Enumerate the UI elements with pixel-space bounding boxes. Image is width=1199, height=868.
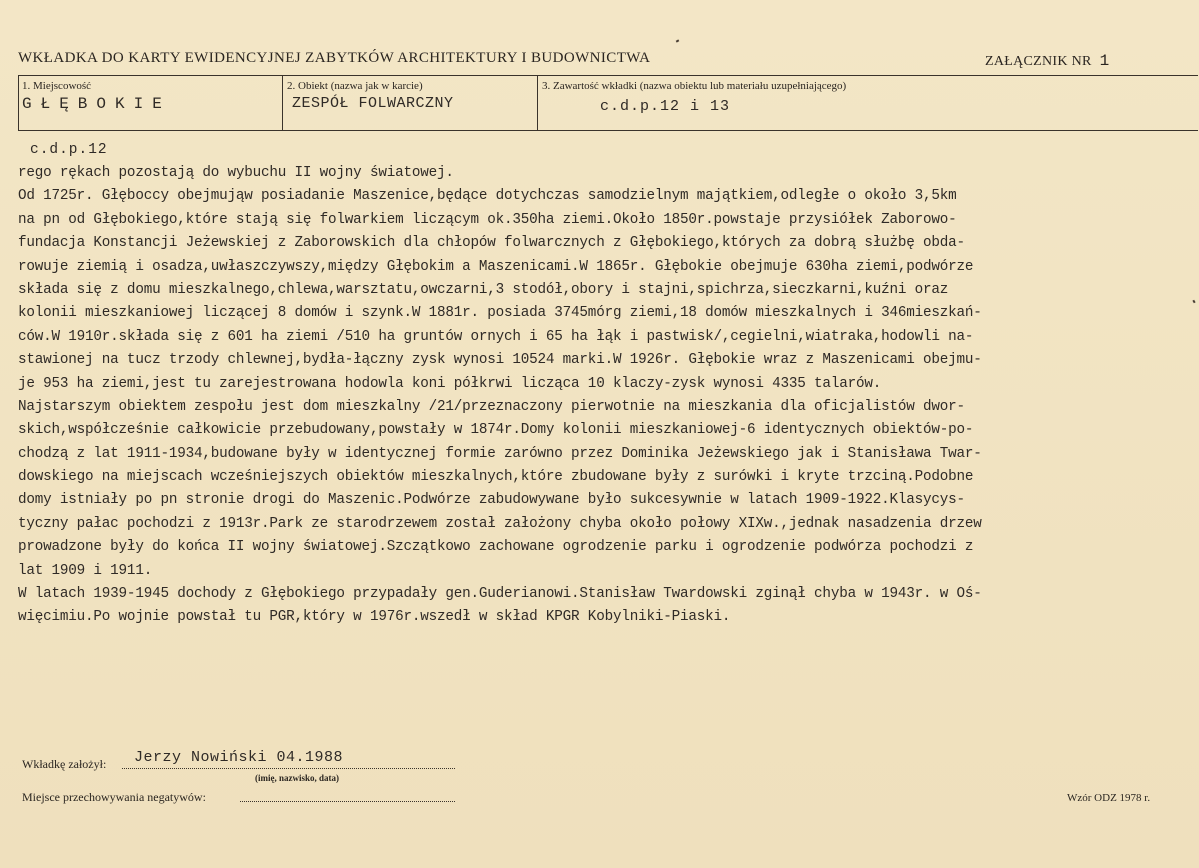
text-line: prowadzone były do końca II wojny światowej.Szczątkowo zachowane ogrodzenie parku i ogrodzenie podwórza pochodzi z [18,539,974,556]
negatives-dotted-line [240,801,455,802]
text-line: więcimiu.Po wojnie powstał tu PGR,który w 1976r.wszedł w skład KPGR Kobylniki-Piaski. [18,609,731,626]
header-rule-bottom [18,130,1198,131]
text-line: rego rękach pozostają do wybuchu II wojny światowej. [18,165,454,181]
author-value: Jerzy Nowiński 04.1988 [134,749,344,766]
text-line: fundacja Konstancji Jeżewskiej z Zaborowskich dla chłopów folwarcznych z Głębokiego,których za dobrą służbę obda- [18,235,965,252]
annex-number: 1 [1099,52,1110,70]
text-line: kolonii mieszkaniowej liczącej 8 domów i szynk.W 1881r. posiada 3745mórg ziemi,18 domów mieszkalnych i 346mieszkań- [18,305,982,322]
history-text [18,162,1198,630]
continuation-reference: c.d.p.12 [30,142,108,158]
card-title: WKŁADKA DO KARTY EWIDENCYJNEJ ZABYTKÓW ARCHITEKTURY I BUDOWNICTWA [18,50,651,66]
author-dotted-line [122,768,455,769]
text-line: Od 1725r. Głęboccy obejmująw posiadanie Maszenice,będące dotychczas samodzielnym majątkiem,odległe o około 3,5km [18,188,957,205]
header-rule-top [18,75,1198,76]
cell-divider-2 [537,75,538,130]
text-line: chodzą z lat 1911-1934,budowane były w identycznej formie zarówno przez Dominika Jeżewskiego jak i Stanisława Twar- [18,445,982,462]
negatives-label: Miejsce przechowywania negatywów: [22,790,206,804]
text-line: tyczny pałac pochodzi z 1913r.Park ze starodrzewem został założony chyba około połowy XIXw.,jednak nasadzenia drzew [18,515,982,532]
text-line: rowuje ziemią i osadza,uwłaszczywszy,między Głębokim a Maszenicami.W 1865r. Głębokie obejmuje 630ha ziemi,podwórze [18,258,974,275]
text-line: dowskiego na miejscach wcześniejszych obiektów mieszkalnych,które zbudowane były z surówki i kryte trzciną.Podobne [18,469,974,486]
object-value: ZESPÓŁ FOLWARCZNY [292,95,454,112]
text-line: W latach 1939-1945 dochody z Głębokiego przypadały gen.Guderianowi.Stanisław Twardowski zginął chyba w 1943r. w Oś- [18,586,982,603]
contents-label: 3. Zawartość wkładki (nazwa obiektu lub materiału uzupełniającego) [542,80,847,92]
text-line: skich,współcześnie całkowicie przebudowany,powstały w 1874r.Domy kolonii mieszkaniowej-6 identycznych obiektów-po- [18,422,974,439]
place-value: GŁĘBOKIE [22,95,171,113]
place-label: 1. Miejscowość [22,80,92,92]
cell-divider-1 [282,75,283,130]
text-line: na pn od Głębokiego,które stają się folwarkiem liczącym ok.350ha ziemi.Około 1850r.powstaje przysiółek Zaborowo- [18,211,957,228]
text-line: lat 1909 i 1911. [18,562,153,579]
text-line: stawionej na tucz trzody chlewnej,bydła-łączny zysk wynosi 10524 marki.W 1926r. Głębokie wraz z Maszenicami obejmu- [18,352,982,369]
text-line: Najstarszym obiektem zespołu jest dom mieszkalny /21/przeznaczony pierwotnie na mieszkania dla oficjalistów dwor- [18,398,965,415]
author-hint: (imię, nazwisko, data) [255,773,339,783]
paper-speck [676,39,680,42]
annex-label [985,52,1110,70]
form-id: Wzór ODZ 1978 r. [1067,792,1151,804]
text-line: domy istniały po pn stronie drogi do Maszenic.Podwórze zabudowywane było sukcesywnie w latach 1909-1922.Klasycys- [18,492,965,509]
text-line: je 953 ha ziemi,jest tu zarejestrowana hodowla koni półkrwi licząca 10 klaczy-zysk wynosi 4335 talarów. [18,375,882,392]
text-line: ców.W 1910r.składa się z 601 ha ziemi /510 ha gruntów ornych i 65 ha łąk i pastwisk/,cegielni,wiatraka,hodowli na- [18,328,974,345]
cell-divider-left [18,75,19,130]
object-label: 2. Obiekt (nazwa jak w karcie) [287,80,423,92]
annex-label-text: ZAŁĄCZNIK NR [985,54,1092,69]
author-label: Wkładkę założył: [22,757,107,771]
text-line: składa się z domu mieszkalnego,chlewa,warsztatu,owczarni,3 stodół,obory i stajni,spichrza,sieczkarni,kuźni oraz [18,281,949,298]
contents-value: c.d.p.12 i 13 [600,98,731,115]
